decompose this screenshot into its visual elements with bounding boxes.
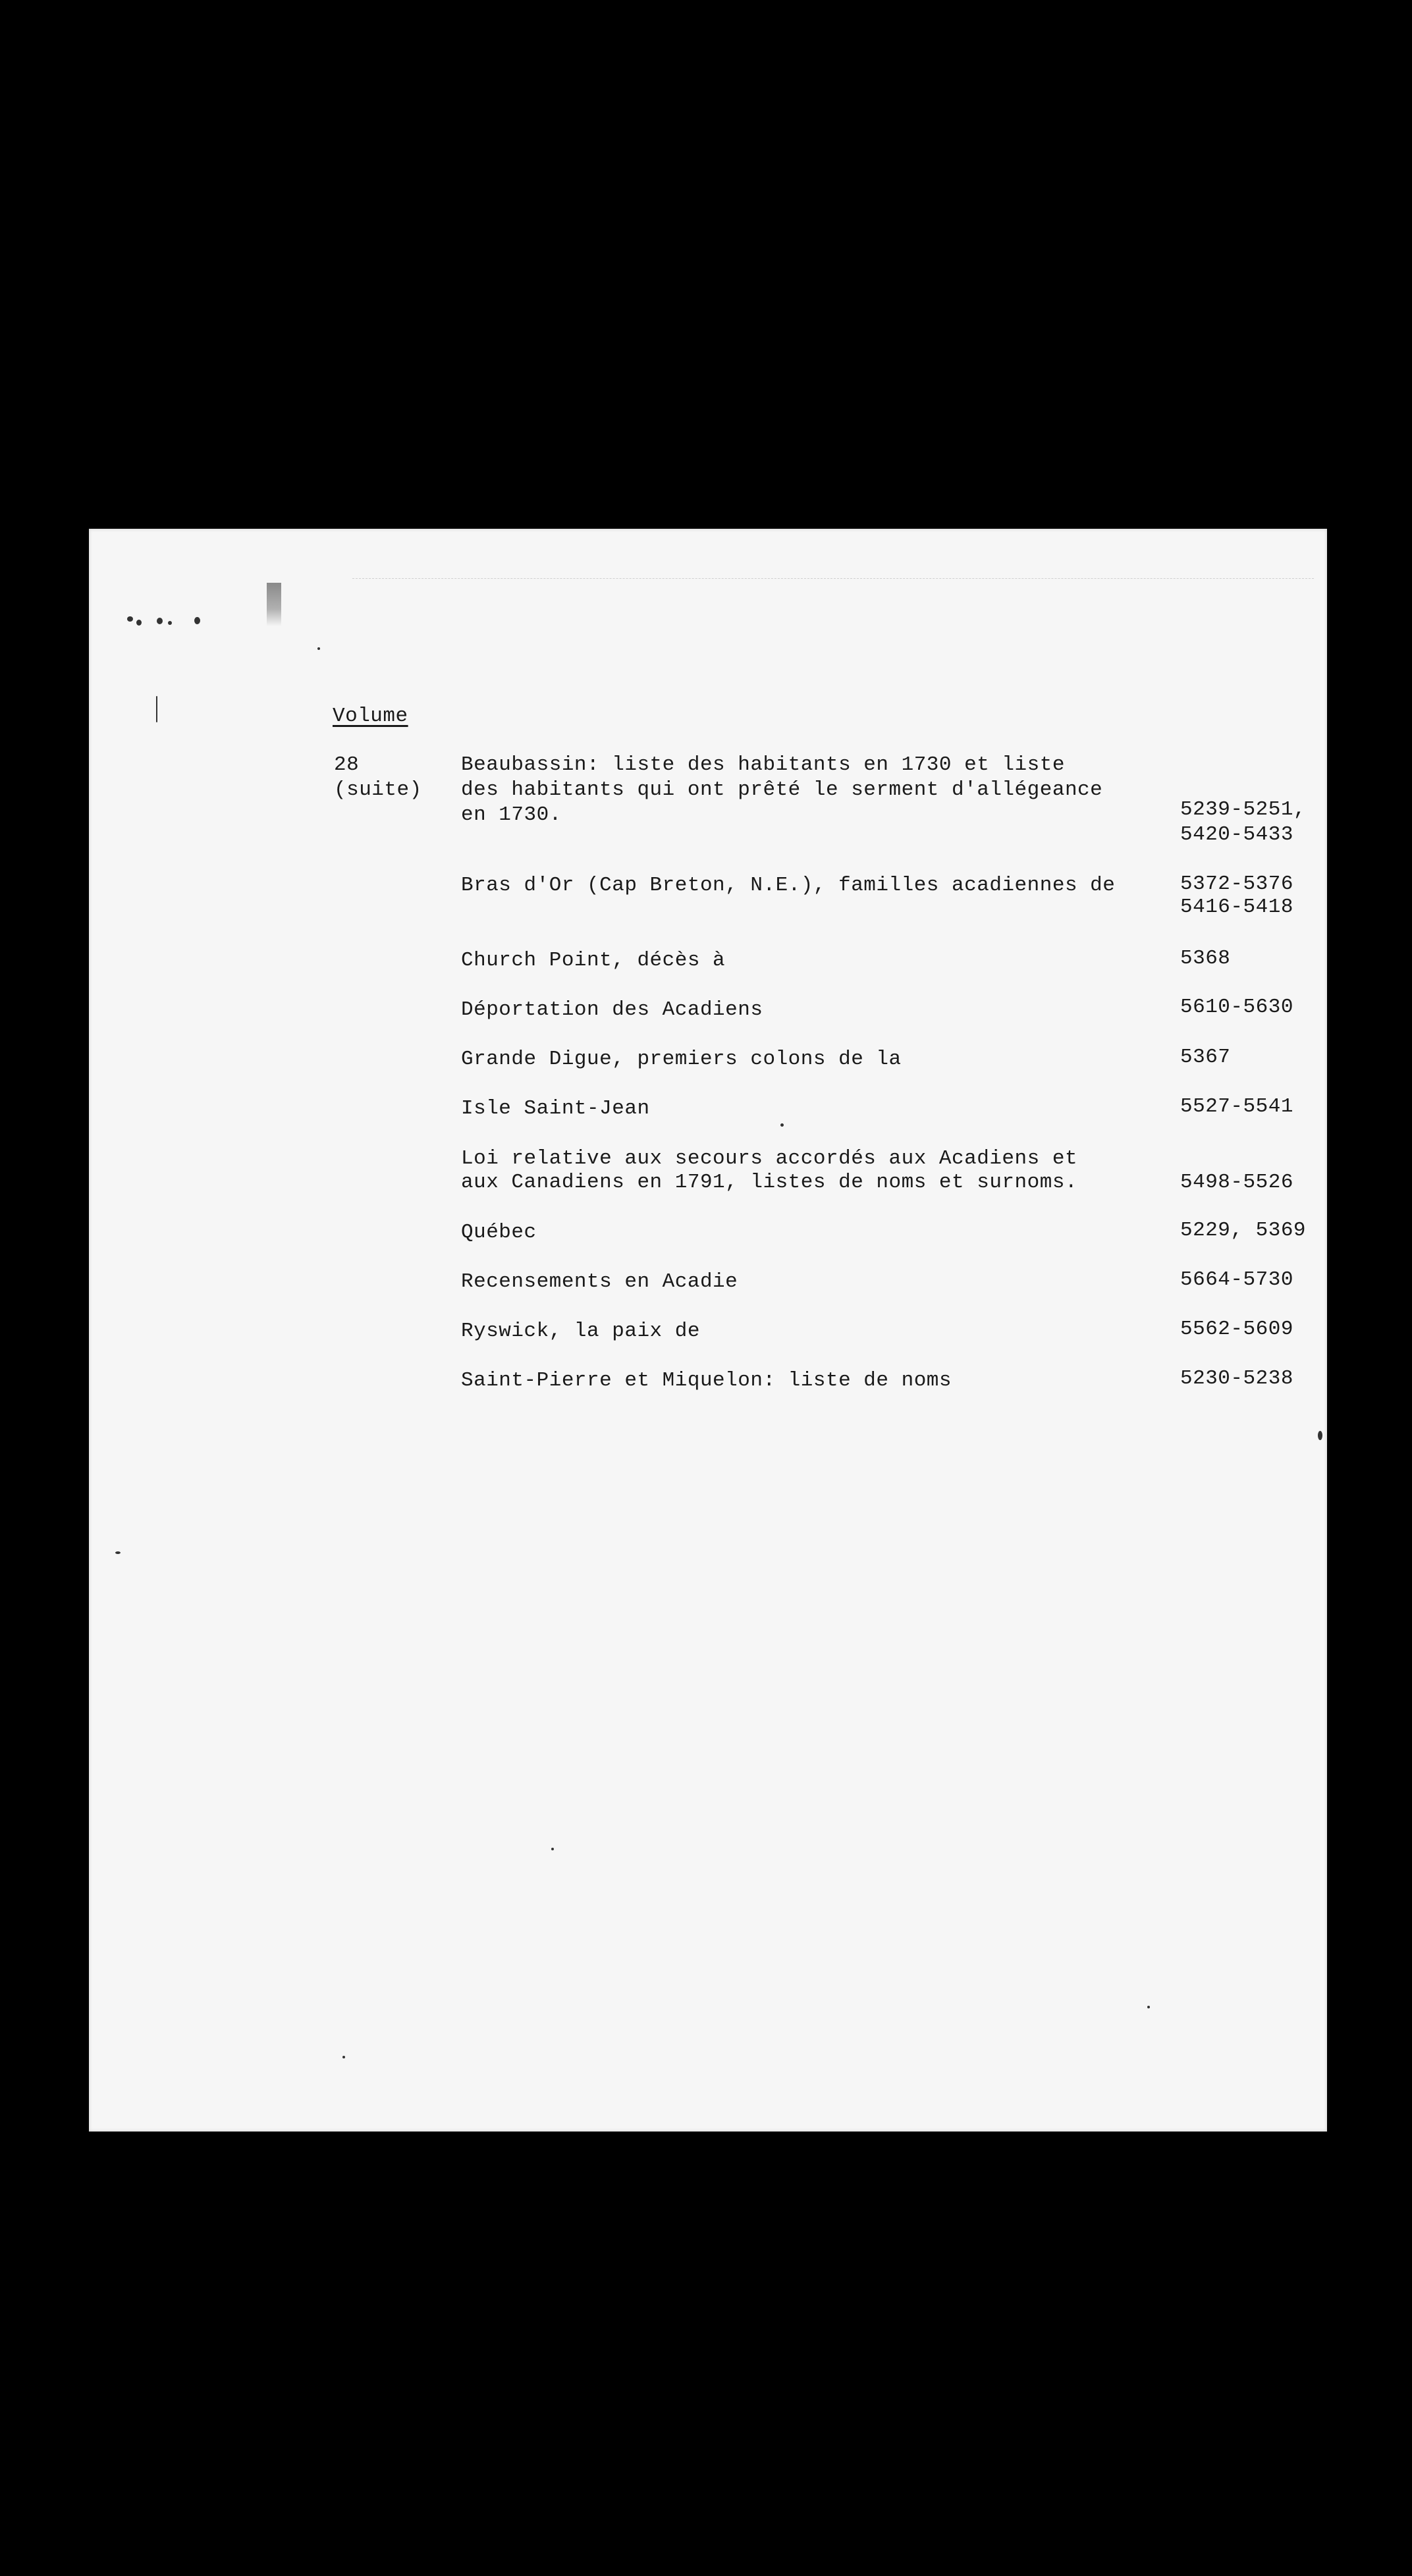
- entry-ref: 5230-5238: [1180, 1367, 1293, 1390]
- document-page: [89, 529, 1327, 2132]
- scan-speck: [780, 1123, 784, 1127]
- entry-ref: 5562-5609: [1180, 1318, 1293, 1341]
- top-rule: [352, 578, 1314, 579]
- entry-ref: 5498-5526: [1180, 1171, 1293, 1194]
- volume-note: (suite): [334, 778, 422, 801]
- scan-speck: [1147, 2006, 1150, 2008]
- entry-line: Québec: [461, 1221, 537, 1244]
- entry-line: Recensements en Acadie: [461, 1270, 738, 1293]
- scan-speck: [127, 616, 133, 622]
- entry-line: Déportation des Acadiens: [461, 998, 763, 1021]
- entry-line: Bras d'Or (Cap Breton, N.E.), familles acadiennes de: [461, 874, 1116, 897]
- entry-line: Saint-Pierre et Miquelon: liste de noms: [461, 1369, 952, 1392]
- entry-ref: 5229, 5369: [1180, 1219, 1307, 1242]
- entry-line: Ryswick, la paix de: [461, 1320, 700, 1343]
- entry-ref: 5367: [1180, 1046, 1231, 1069]
- entry-line: Isle Saint-Jean: [461, 1097, 650, 1120]
- scan-speck: [157, 618, 163, 624]
- entry-ref: 5416-5418: [1180, 896, 1293, 919]
- entry-ref: 5664-5730: [1180, 1268, 1293, 1291]
- scan-speck: [136, 620, 142, 626]
- scan-speck: [115, 1551, 121, 1554]
- scan-speck: [317, 647, 320, 650]
- scan-speck: [1318, 1431, 1322, 1440]
- scan-speck: [168, 621, 172, 625]
- entry-line: aux Canadiens en 1791, listes de noms et surnoms.: [461, 1171, 1078, 1194]
- entry-line: Grande Digue, premiers colons de la: [461, 1048, 902, 1071]
- entry-ref: 5239-5251,: [1180, 798, 1307, 821]
- scan-speck: [156, 696, 157, 722]
- scan-smudge: [267, 583, 281, 626]
- scan-speck: [194, 617, 200, 624]
- entry-ref: 5420-5433: [1180, 823, 1293, 846]
- entry-line: Beaubassin: liste des habitants en 1730 et liste: [461, 753, 1065, 776]
- entry-line: en 1730.: [461, 803, 562, 826]
- entry-line: Loi relative aux secours accordés aux Acadiens et: [461, 1147, 1078, 1170]
- scan-speck: [551, 1848, 554, 1850]
- volume-number: 28: [334, 753, 360, 776]
- entry-line: des habitants qui ont prêté le serment d'allégeance: [461, 778, 1103, 801]
- entry-ref: 5368: [1180, 947, 1231, 970]
- entry-line: Church Point, décès à: [461, 949, 726, 972]
- entry-ref: 5372-5376: [1180, 872, 1293, 896]
- scan-speck: [342, 2056, 345, 2058]
- entry-ref: 5610-5630: [1180, 996, 1293, 1019]
- entry-ref: 5527-5541: [1180, 1095, 1293, 1118]
- volume-heading: Volume: [333, 705, 408, 728]
